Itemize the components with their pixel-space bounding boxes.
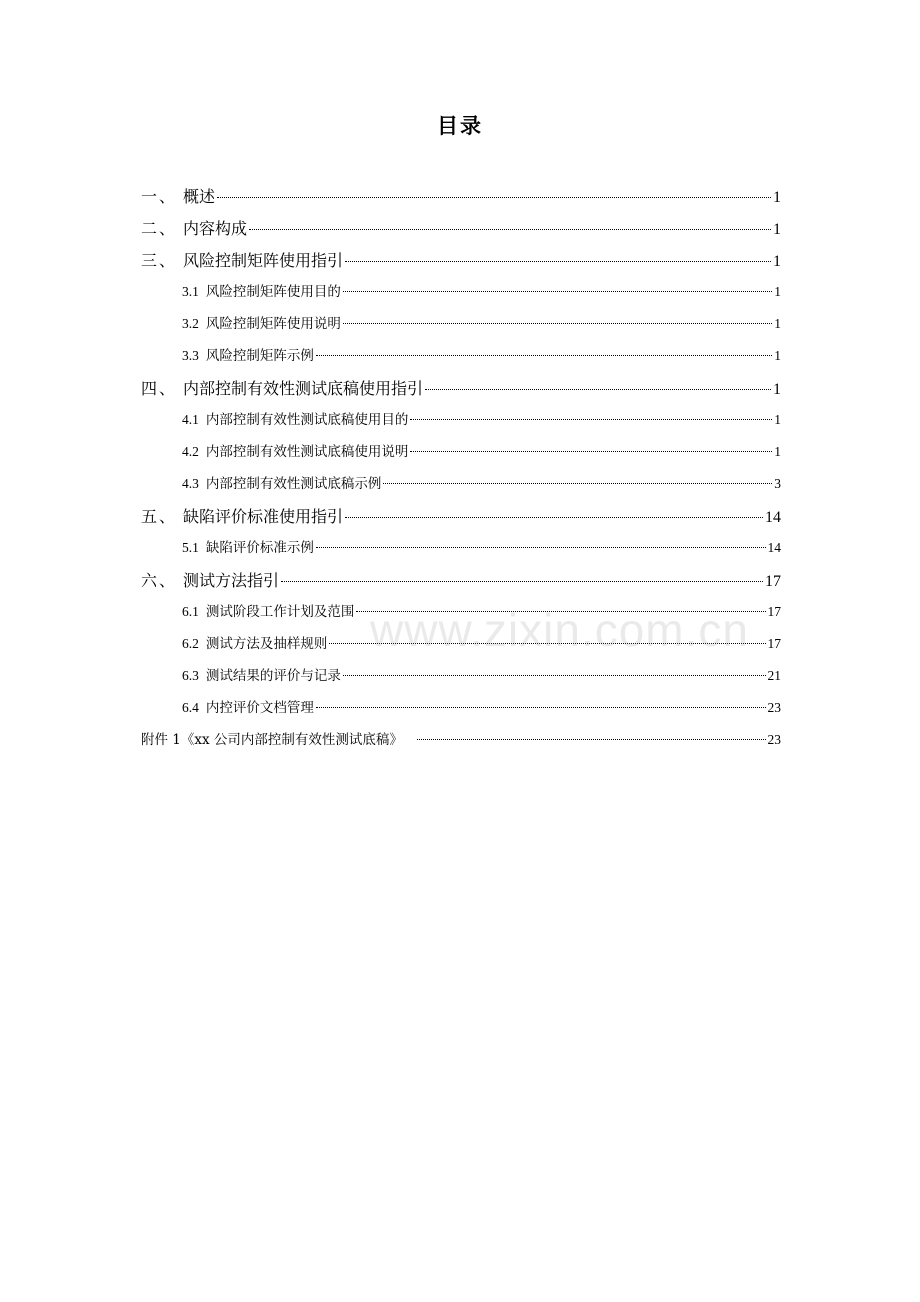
toc-entry-title: 风险控制矩阵使用指引 (183, 251, 344, 270)
dot-leader (383, 483, 772, 484)
toc-entry-title: 内控评价文档管理 (205, 700, 314, 716)
toc-entry-title: 测试方法指引 (183, 571, 280, 590)
toc-entry-title: 附件 1《xx 公司内部控制有效性测试底稿》 (141, 732, 403, 748)
toc-entry-title: 内部控制有效性测试底稿使用目的 (205, 412, 409, 428)
toc-entry-number: 二、 (141, 219, 178, 238)
page-title: 目录 (437, 113, 483, 138)
toc-entry-number: 6.3 (182, 668, 199, 683)
toc-entry-test-workpaper-guide[interactable] (141, 376, 781, 408)
toc-entry-page: 21 (767, 668, 781, 683)
toc-entry-number: 五、 (141, 507, 178, 526)
toc-entry-number: 6.4 (182, 700, 199, 715)
dot-leader (249, 229, 771, 230)
toc-entry-5-1[interactable] (141, 536, 781, 568)
toc-entry-page: 1 (774, 316, 781, 331)
toc-entry-title: 风险控制矩阵示例 (205, 348, 314, 364)
toc-entry-number: 3.1 (182, 284, 199, 299)
dot-leader (356, 611, 765, 612)
toc-entry-page: 23 (767, 732, 781, 747)
dot-leader (281, 581, 763, 582)
toc-entry-title: 测试阶段工作计划及范围 (205, 604, 355, 620)
toc-entry-page: 23 (767, 700, 781, 715)
toc-entry-title: 测试方法及抽样规则 (205, 636, 328, 652)
toc-entry-6-4[interactable] (141, 696, 781, 728)
table-of-contents (141, 184, 781, 760)
toc-entry-number: 一、 (141, 187, 178, 206)
toc-entry-number: 6.2 (182, 636, 199, 651)
toc-entry-title: 风险控制矩阵使用目的 (205, 284, 341, 300)
toc-entry-title: 内容构成 (183, 219, 248, 238)
dot-leader (316, 547, 766, 548)
toc-entry-title: 缺陷评价标准使用指引 (183, 507, 344, 526)
toc-entry-overview[interactable] (141, 184, 781, 216)
toc-entry-page: 1 (773, 381, 781, 398)
toc-entry-number: 3.3 (182, 348, 199, 363)
dot-leader (343, 291, 772, 292)
toc-entry-number: 四、 (141, 379, 178, 398)
toc-entry-number: 5.1 (182, 540, 199, 555)
toc-entry-page: 14 (767, 540, 781, 555)
dot-leader (316, 707, 766, 708)
toc-entry-page: 1 (774, 444, 781, 459)
toc-entry-page: 3 (774, 476, 781, 491)
toc-entry-title: 风险控制矩阵使用说明 (205, 316, 341, 332)
dot-leader (417, 739, 766, 740)
dot-leader (410, 419, 772, 420)
toc-entry-number: 6.1 (182, 604, 199, 619)
dot-leader (316, 355, 772, 356)
toc-entry-page: 1 (773, 189, 781, 206)
toc-entry-number: 4.3 (182, 476, 199, 491)
toc-entry-number: 三、 (141, 251, 178, 270)
dot-leader (345, 261, 771, 262)
toc-entry-page: 1 (774, 348, 781, 363)
toc-entry-number: 4.2 (182, 444, 199, 459)
toc-entry-3-1[interactable] (141, 280, 781, 312)
toc-entry-number: 六、 (141, 571, 178, 590)
toc-entry-test-method-guide[interactable] (141, 568, 781, 600)
toc-entry-title: 内部控制有效性测试底稿使用说明 (205, 444, 409, 460)
toc-entry-4-2[interactable] (141, 440, 781, 472)
toc-entry-3-2[interactable] (141, 312, 781, 344)
toc-entry-appendix-1[interactable] (141, 728, 781, 760)
dot-leader (425, 389, 771, 390)
toc-entry-page: 1 (774, 284, 781, 299)
dot-leader (343, 323, 772, 324)
toc-entry-page: 17 (767, 604, 781, 619)
toc-entry-title: 内部控制有效性测试底稿使用指引 (183, 379, 424, 398)
toc-entry-4-3[interactable] (141, 472, 781, 504)
watermark: www.zixin.com.cn (370, 604, 749, 656)
toc-entry-page: 1 (774, 412, 781, 427)
toc-entry-page: 14 (765, 509, 781, 526)
toc-entry-4-1[interactable] (141, 408, 781, 440)
toc-entry-page: 1 (773, 253, 781, 270)
toc-entry-number: 3.2 (182, 316, 199, 331)
toc-entry-number: 4.1 (182, 412, 199, 427)
toc-entry-6-2[interactable] (141, 632, 781, 664)
toc-entry-risk-matrix-guide[interactable] (141, 248, 781, 280)
dot-leader (345, 517, 763, 518)
toc-entry-title: 概述 (183, 187, 216, 206)
dot-leader (217, 197, 771, 198)
dot-leader (410, 451, 772, 452)
toc-entry-6-1[interactable] (141, 600, 781, 632)
dot-leader (329, 643, 765, 644)
toc-entry-page: 1 (773, 221, 781, 238)
toc-entry-title: 内部控制有效性测试底稿示例 (205, 476, 382, 492)
toc-entry-6-3[interactable] (141, 664, 781, 696)
toc-entry-title: 测试结果的评价与记录 (205, 668, 341, 684)
toc-entry-page: 17 (767, 636, 781, 651)
dot-leader (343, 675, 766, 676)
toc-entry-defect-criteria-guide[interactable] (141, 504, 781, 536)
toc-entry-title: 缺陷评价标准示例 (205, 540, 314, 556)
toc-entry-page: 17 (765, 573, 781, 590)
toc-entry-composition[interactable] (141, 216, 781, 248)
toc-entry-3-3[interactable] (141, 344, 781, 376)
